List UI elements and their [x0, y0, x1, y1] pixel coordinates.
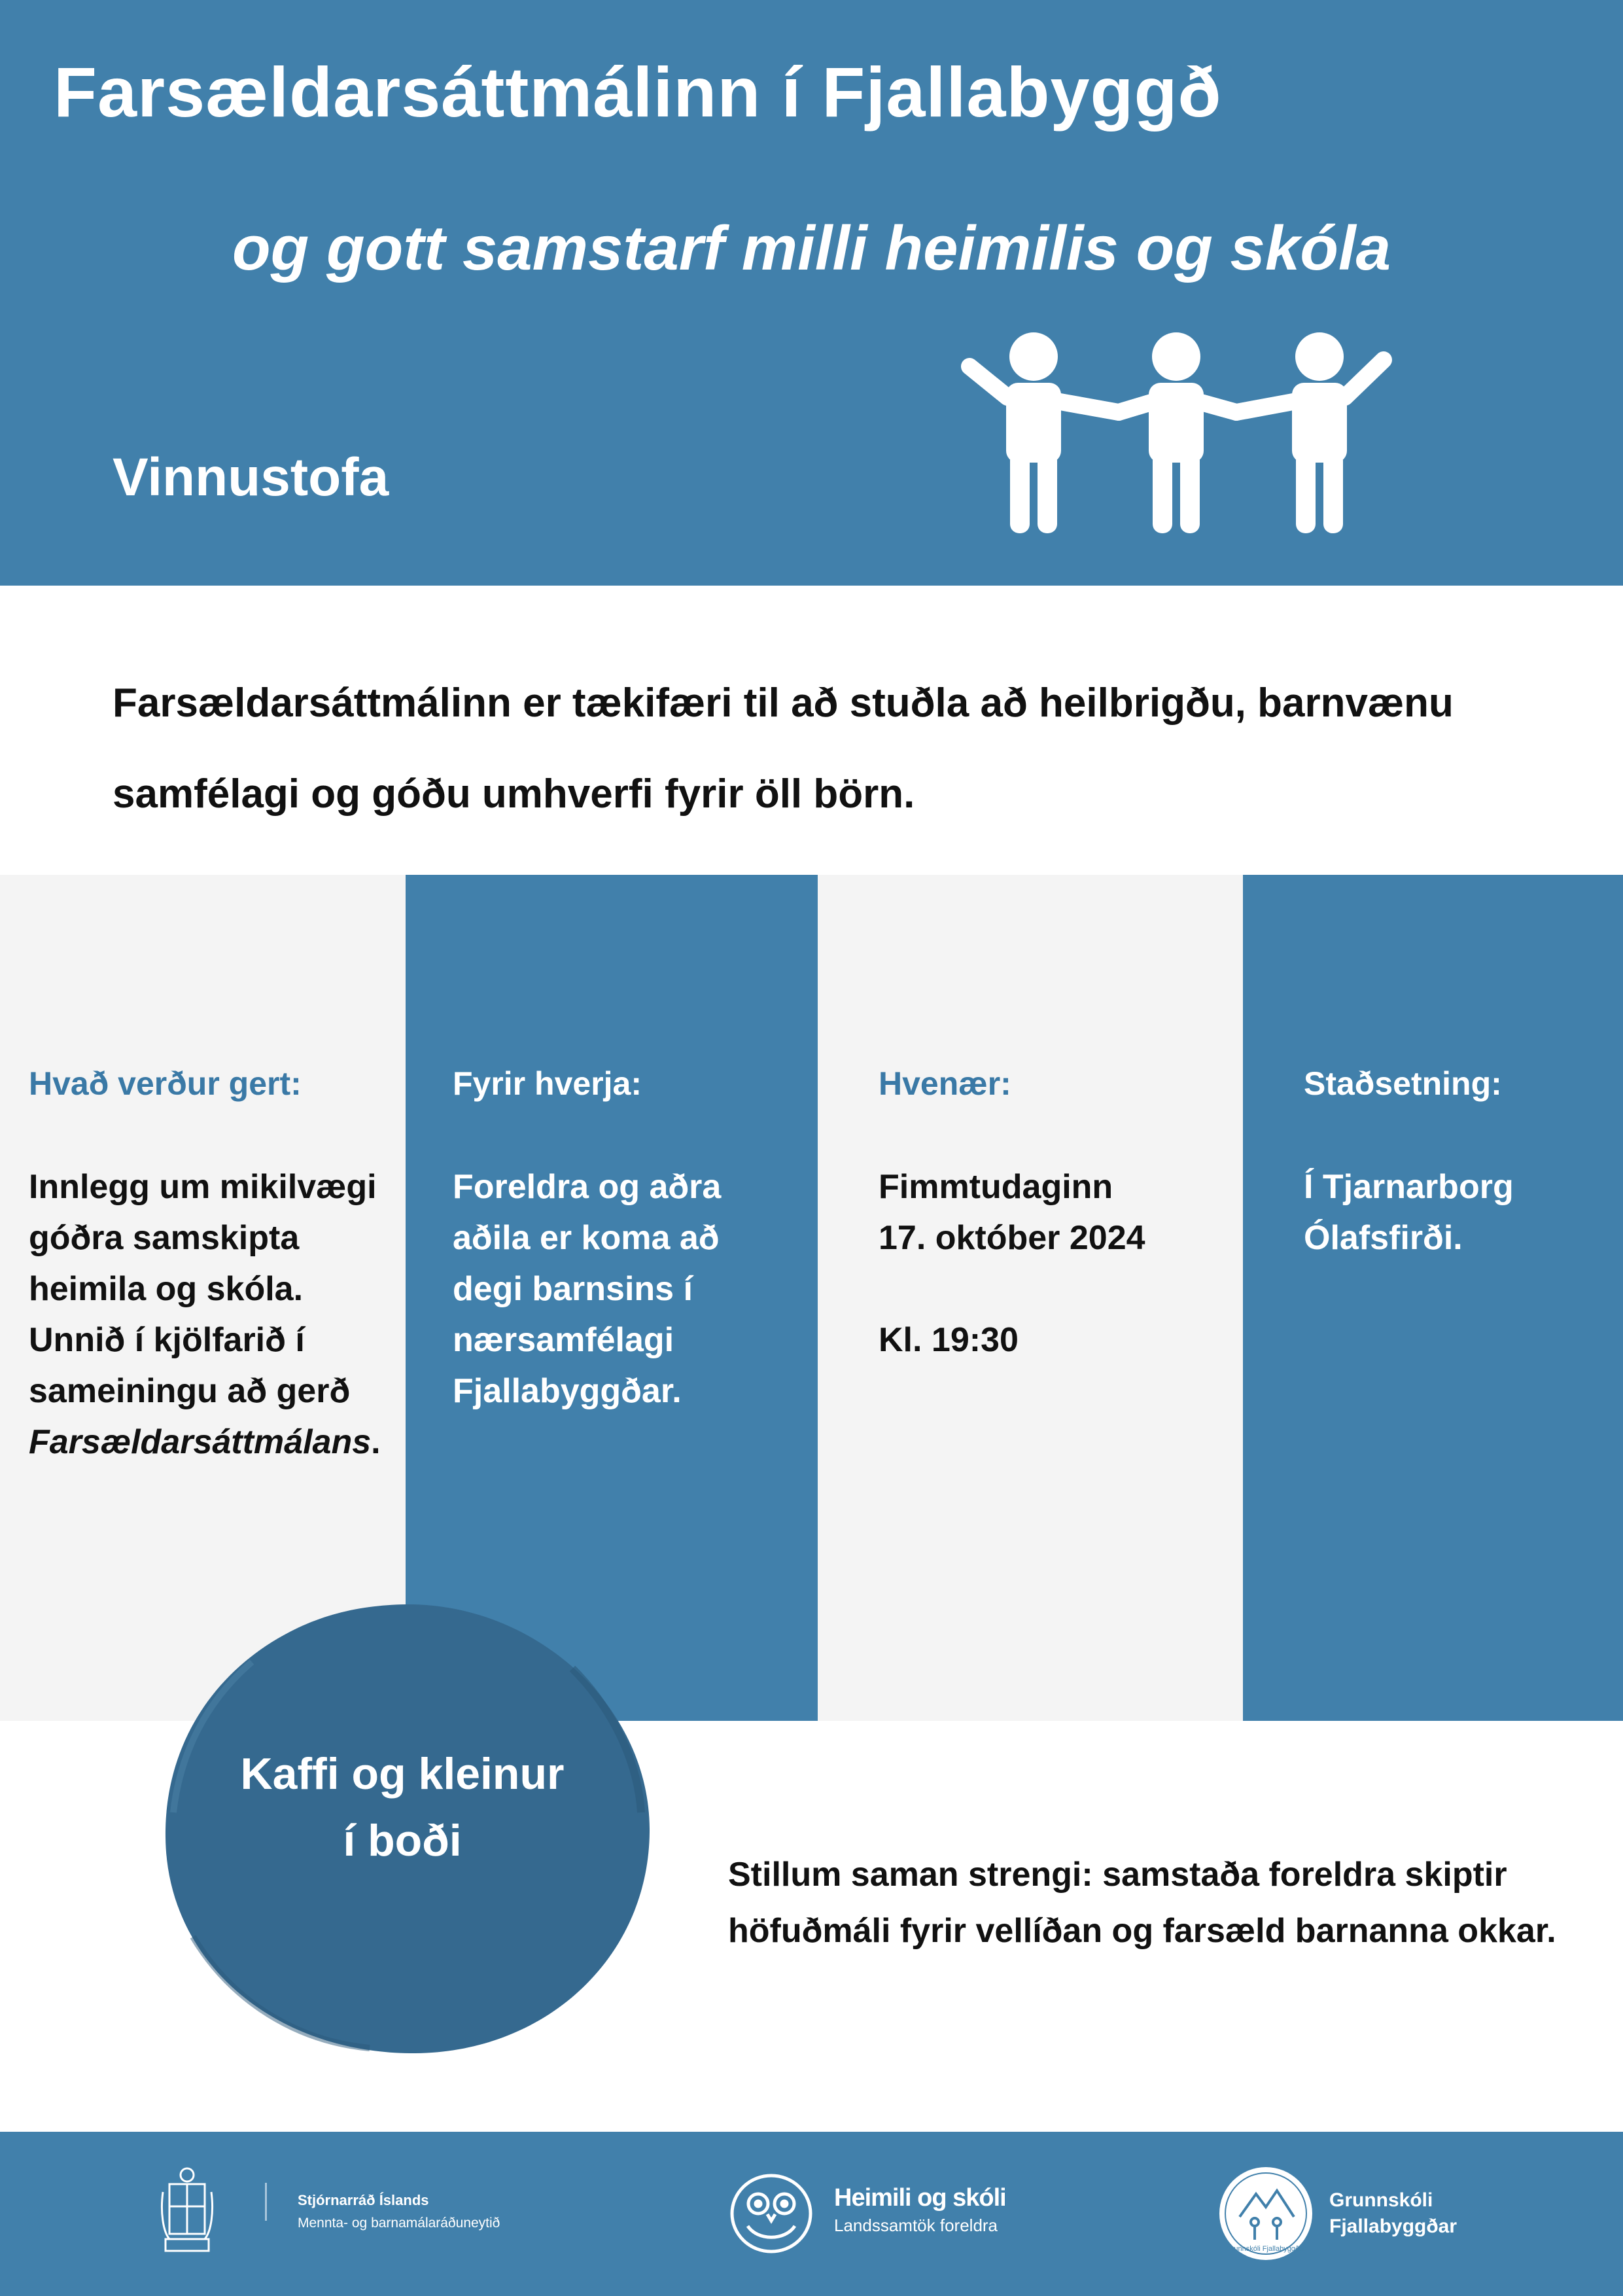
column-heading: Fyrir hverja:: [453, 1065, 642, 1102]
logo3-line1: Grunnskóli: [1329, 2189, 1433, 2211]
info-column-who: [406, 875, 818, 1721]
emblem-text: Grunnskóli Fjallabyggðar: [1226, 2245, 1306, 2253]
column-body: Í Tjarnarborg Ólafsfirði.: [1304, 1168, 1514, 1257]
column-body-end: .: [371, 1423, 381, 1461]
page-subtitle: og gott samstarf milli heimilis og skóla: [232, 213, 1391, 283]
owl-icon: [728, 2172, 814, 2255]
refreshments-label: [154, 1740, 651, 1874]
column-body-text: Innlegg um mikilvægi góðra samskipta heimila og skóla. Unnið í kjölfarið í sameiningu að gerð: [29, 1168, 377, 1410]
closing-note: Stillum saman strengi: samstaða foreldra skiptir höfuðmáli fyrir vellíðan og farsæld barnanna okkar.: [728, 1856, 1556, 1950]
footer-bar: [0, 2132, 1623, 2296]
intro-text: Farsældarsáttmálinn er tækifæri til að stuðla að heilbrigðu, barnvænu samfélagi og góðu umhverfi fyrir öll börn.: [113, 680, 1454, 817]
refreshments-line-1: Kaffi og kleinur: [240, 1749, 565, 1799]
page-title: Farsældarsáttmálinn í Fjallabyggð: [54, 52, 1222, 132]
refreshments-line-2: í boði: [343, 1816, 462, 1865]
column-heading: Hvað verður gert:: [29, 1065, 302, 1102]
logo1-line1: Stjórnarráð Íslands: [298, 2192, 429, 2208]
info-column-when: [818, 875, 1243, 1721]
logo3-line2: Fjallabyggðar: [1329, 2216, 1457, 2237]
logo2-line2: Landssamtök foreldra: [834, 2216, 998, 2235]
logo2-line1: Heimili og skóli: [834, 2184, 1006, 2212]
info-column-what: [0, 875, 406, 1721]
column-body-emphasis: Farsældarsáttmálans: [29, 1423, 372, 1461]
column-heading: Hvenær:: [879, 1065, 1011, 1102]
column-body: Foreldra og aðra aðila er koma að degi barnsins í nærsamfélagi Fjallabyggðar.: [453, 1168, 722, 1410]
column-body: [29, 1161, 381, 1468]
column-heading: Staðsetning:: [1304, 1065, 1502, 1102]
coat-of-arms-icon: [160, 2166, 214, 2257]
event-type-label: Vinnustofa: [113, 448, 389, 507]
info-column-where: [1243, 875, 1623, 1721]
logo1-line2: Mennta- og barnamálaráðuneytið: [298, 2216, 500, 2231]
logo-divider: [265, 2183, 267, 2221]
school-emblem-icon: [1217, 2164, 1315, 2263]
column-body: Fimmtudaginn 17. október 2024 Kl. 19:30: [879, 1168, 1145, 1359]
three-people-holding-hands-icon: [955, 330, 1400, 533]
